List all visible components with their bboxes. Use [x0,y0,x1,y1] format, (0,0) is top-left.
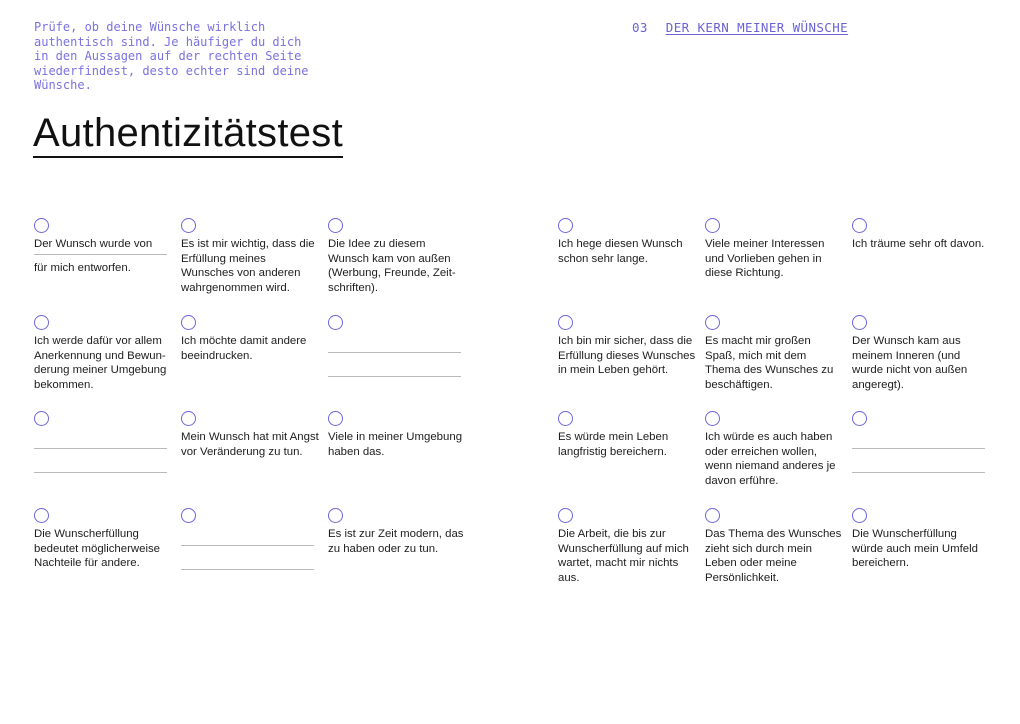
checkbox-circle[interactable] [558,508,573,523]
statement-text: Es macht mir großen Spaß, mich mit dem Thema des Wunsches zu beschäftigen. [705,335,834,391]
write-in-line[interactable] [328,376,461,377]
checkbox-circle[interactable] [852,411,867,426]
checklist-item-left-3-2 [181,411,319,459]
write-in-line[interactable] [852,472,985,473]
checkbox-circle[interactable] [558,315,573,330]
statement-text: Ich hege diesen Wunsch schon sehr lange. [558,238,683,265]
page-title: Authentizitätstest [33,110,343,158]
checkbox-circle[interactable] [328,411,343,426]
checklist-item-left-1-1 [34,218,172,275]
checkbox-circle[interactable] [558,218,573,233]
statement-text: Ich würde es auch haben oder erreichen wollen, wenn niemand anderes je davon erführe. [705,431,836,487]
checklist-item-right-1-1 [558,218,696,266]
statement-text: Ich möchte damit andere beeindrucken. [181,335,307,362]
statement-continuation: für mich entworfen. [34,261,131,274]
checkbox-circle[interactable] [705,218,720,233]
checklist-item-right-4-2 [705,508,843,585]
checkbox-circle[interactable] [34,508,49,523]
fill-in-line[interactable] [34,254,167,255]
checkbox-circle[interactable] [34,218,49,233]
chapter-number: 03 [632,20,648,35]
statement-text: Ich träume sehr oft davon. [852,238,985,250]
statement-text: Der Wunsch kam aus meinem Inneren (und wurde nicht von außen angeregt). [852,335,968,391]
checklist-item-right-3-1 [558,411,696,459]
checklist-item-right-2-1 [558,315,696,378]
write-in-line[interactable] [34,448,167,449]
checkbox-circle[interactable] [705,315,720,330]
checklist-item-right-4-1 [558,508,696,585]
write-in-line[interactable] [181,545,314,546]
write-in-line[interactable] [181,569,314,570]
statement-text: Viele in meiner Umgebung haben das. [328,431,463,458]
checkbox-circle[interactable] [705,411,720,426]
checkbox-circle[interactable] [328,218,343,233]
intro-text: Prüfe, ob deine Wünsche wirklich authentisch sind. Je häufiger du dich in den Aussagen auf der rechten Seite wiederfindest, desto echter sind deine Wünsche. [34,20,309,93]
checklist-item-left-3-3 [328,411,466,459]
checklist-item-left-4-1 [34,508,172,571]
checklist-item-left-2-2 [181,315,319,363]
checkbox-circle[interactable] [34,315,49,330]
statement-text: Es ist mir wichtig, dass die Erfüllung meines Wunsches von anderen wahrgenommen wird. [181,238,315,294]
checklist-item-left-2-1 [34,315,172,392]
checklist-item-left-1-2 [181,218,319,295]
checklist-item-right-3-2 [705,411,843,488]
checkbox-circle[interactable] [181,508,196,523]
statement-text: Die Wunscherfüllung bedeutet möglicherweise Nachteile für andere. [34,528,161,570]
chapter-link[interactable]: DER KERN MEINER WÜNSCHE [665,20,849,35]
write-in-line[interactable] [852,448,985,449]
statement-text: Mein Wunsch hat mit Angst vor Veränderung zu tun. [181,431,319,458]
statement-text: Die Wunscherfüllung würde auch mein Umfeld bereichern. [852,528,978,570]
statement-text: Es ist zur Zeit modern, das zu haben oder zu tun. [328,528,464,555]
statement-text: Ich bin mir sicher, dass die Erfüllung dieses Wunsches in mein Leben gehört. [558,335,696,377]
checkbox-circle[interactable] [852,218,867,233]
statement-text: Die Arbeit, die bis zur Wunscherfüllung auf mich wartet, macht mir nichts aus. [558,528,689,584]
checklist-item-right-3-3 [852,411,990,473]
checkbox-circle[interactable] [328,315,343,330]
checklist-item-right-1-3 [852,218,990,252]
checklist-item-right-2-2 [705,315,843,392]
checkbox-circle[interactable] [181,218,196,233]
checklist-item-left-1-3 [328,218,466,295]
checkbox-circle[interactable] [705,508,720,523]
checklist-item-right-1-2 [705,218,843,281]
checkbox-circle[interactable] [328,508,343,523]
statement-text: Es würde mein Leben langfristig bereichern. [558,431,669,458]
checklist-item-left-2-3 [328,315,466,377]
checkbox-circle[interactable] [852,315,867,330]
statement-text: Der Wunsch wurde von [34,238,153,250]
write-in-line[interactable] [34,472,167,473]
checklist-item-right-2-3 [852,315,990,392]
checklist-item-right-4-3 [852,508,990,571]
checklist-item-left-4-3 [328,508,466,556]
statement-text: Das Thema des Wunsches zieht sich durch mein Leben oder meine Persönlichkeit. [705,528,842,584]
chapter-header [632,20,848,35]
statement-text: Viele meiner Interessen und Vorlieben gehen in diese Richtung. [705,238,825,280]
checkbox-circle[interactable] [181,315,196,330]
statement-text: Die Idee zu diesem Wunsch kam von außen (Werbung, Freunde, Zeit-schriften). [328,238,456,294]
checklist-item-left-4-2 [181,508,319,570]
checkbox-circle[interactable] [34,411,49,426]
checkbox-circle[interactable] [181,411,196,426]
write-in-line[interactable] [328,352,461,353]
checkbox-circle[interactable] [852,508,867,523]
checkbox-circle[interactable] [558,411,573,426]
statement-text: Ich werde dafür vor allem Anerkennung und Bewun-derung meiner Umgebung bekommen. [34,335,167,391]
checklist-item-left-3-1 [34,411,172,473]
